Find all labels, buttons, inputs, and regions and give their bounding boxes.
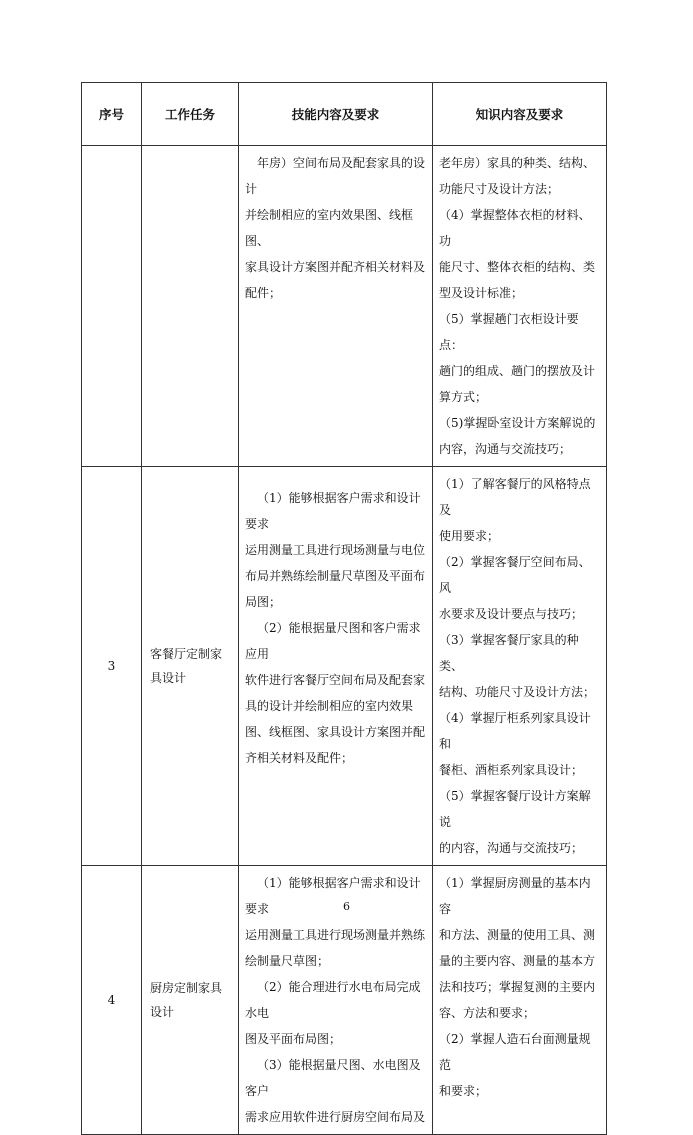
- text-line: （5)掌握卧室设计方案解说的: [439, 416, 596, 430]
- text-line: （5）掌握趟门衣柜设计要点：: [439, 312, 579, 352]
- text-line: （5）掌握客餐厅设计方案解说: [439, 789, 591, 829]
- text-line: 内容，沟通与交流技巧；: [439, 442, 572, 456]
- text-line: （2）掌握人造石台面测量规范: [439, 1032, 591, 1072]
- text-line: 软件进行客餐厅空间布局及配套家: [245, 673, 426, 687]
- text-line: 和方法、测量的使用工具、测: [439, 928, 596, 942]
- text-line: （2）掌握客餐厅空间布局、风: [439, 555, 591, 595]
- text-line: 水要求及设计要点与技巧；: [439, 607, 584, 621]
- text-line: 需求应用软件进行厨房空间布局及: [245, 1110, 426, 1124]
- table-row: [82, 146, 607, 467]
- text-line: 齐相关材料及配件；: [245, 751, 354, 765]
- text-line: 图及平面布局图；: [245, 1032, 342, 1046]
- text-line: 运用测量工具进行现场测量与电位: [245, 543, 426, 557]
- content-table: [81, 82, 607, 1135]
- text-line: （1）能够根据客户需求和设计要求: [245, 491, 421, 531]
- text-line: （4）掌握厅柜系列家具设计和: [439, 711, 591, 751]
- text-line: 功能尺寸及设计方法；: [439, 182, 560, 196]
- knowledge-cell: [433, 146, 607, 467]
- text-line: 绘制量尺草图；: [245, 954, 330, 968]
- header-row: [82, 83, 607, 146]
- text-line: 局图；: [245, 595, 282, 609]
- text-line: （3）掌握客餐厅家具的种类、: [439, 633, 579, 673]
- text-line: 算方式；: [439, 390, 488, 404]
- skills-cell: [239, 467, 433, 866]
- task-cell: [142, 146, 239, 467]
- text-line: 布局并熟练绘制量尺草图及平面布: [245, 569, 426, 583]
- text-line: 能尺寸、整体衣柜的结构、类: [439, 260, 596, 274]
- text-line: 型及设计标准；: [439, 286, 524, 300]
- text-line: 餐柜、酒柜系列家具设计；: [439, 763, 584, 777]
- text-line: 年房）空间布局及配套家具的设计: [245, 156, 426, 196]
- text-line: （1）能够根据客户需求和设计要求: [245, 876, 421, 916]
- text-line: 量的主要内容、测量的基本方: [439, 954, 596, 968]
- table-row: [82, 467, 607, 866]
- header-cell: 知识内容及要求: [433, 83, 607, 146]
- skills-cell: [239, 146, 433, 467]
- text-line: 容、方法和要求；: [439, 1006, 536, 1020]
- text-line: 运用测量工具进行现场测量并熟练: [245, 928, 426, 942]
- text-line: 具的设计并绘制相应的室内效果: [245, 699, 414, 713]
- num-cell: 3: [82, 467, 142, 866]
- text-line: 和要求；: [439, 1084, 488, 1098]
- text-line: 结构、功能尺寸及设计方法；: [439, 685, 596, 699]
- text-line: （2）能合理进行水电布局完成水电: [245, 980, 421, 1020]
- text-line: （3）能根据量尺图、水电图及客户: [245, 1058, 421, 1098]
- text-line: 并绘制相应的室内效果图、线框图、: [245, 208, 414, 248]
- text-line: 使用要求；: [439, 529, 500, 543]
- text-line: 配件；: [245, 286, 282, 300]
- knowledge-cell: [433, 467, 607, 866]
- num-cell: 4: [82, 866, 142, 1135]
- text-line: （4）掌握整体衣柜的材料、功: [439, 208, 591, 248]
- text-line: 趟门的组成、趟门的摆放及计: [439, 364, 596, 378]
- task-cell: 厨房定制家具设计: [142, 866, 239, 1135]
- text-line: 法和技巧；掌握复测的主要内: [439, 980, 596, 994]
- header-cell: 技能内容及要求: [239, 83, 433, 146]
- text-line: 老年房）家具的种类、结构、: [439, 156, 596, 170]
- text-line: 的内容，沟通与交流技巧；: [439, 841, 584, 855]
- num-cell: [82, 146, 142, 467]
- text-line: 家具设计方案图并配齐相关材料及: [245, 260, 426, 274]
- text-line: （2）能根据量尺图和客户需求应用: [245, 621, 421, 661]
- text-line: （1）了解客餐厅的风格特点及: [439, 477, 591, 517]
- text-line: （1）掌握厨房测量的基本内容: [439, 876, 591, 916]
- header-cell: 工作任务: [142, 83, 239, 146]
- page-number: 6: [343, 900, 350, 913]
- text-line: 图、线框图、家具设计方案图并配: [245, 725, 426, 739]
- header-cell: 序号: [82, 83, 142, 146]
- task-cell: 客餐厅定制家具设计: [142, 467, 239, 866]
